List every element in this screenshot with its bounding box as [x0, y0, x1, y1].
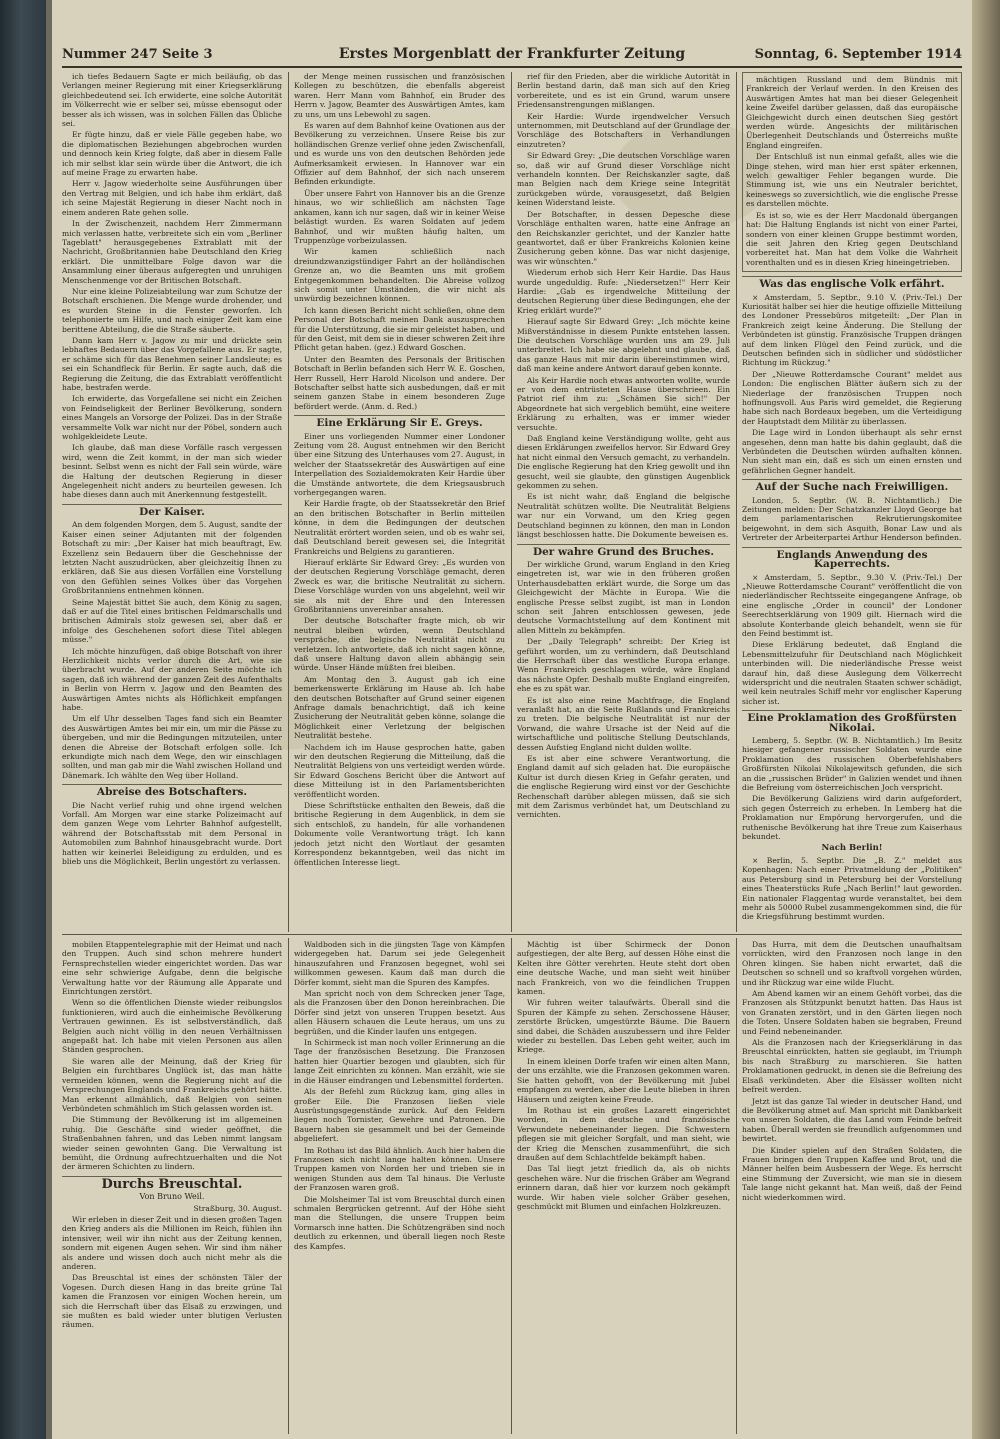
heading-grund: Der wahre Grund des Bruches.: [517, 544, 730, 557]
paragraph: Es ist also eine reine Machtfrage, die England veranlaßt hat, an die Seite Rußlands und Frankreichs zu treten. Die belgische Neutralität ist nur der Vorwand, die wahre Ursache ist der Neid auf die wirtschaftliche und politische Stellung Deutschlands, dessen Aufstieg England nicht dulden wollte.: [517, 695, 730, 752]
paragraph: Wir kamen schließlich nach dreiundzwanzigstündiger Fahrt an der holländischen Grenze an, wo die Beamten uns mit großem Entgegenkommen behandelten. Die Abreise vollzog sich somit unter Umständen, die wir nicht als unwürdig bezeichnen können.: [294, 247, 505, 304]
paragraph: Herr v. Jagow wiederholte seine Ausführungen über den Vertrag mit Belgien, und ich habe ihm erklärt, daß ich seine Majestät Regierung in dieser Nacht noch in einem anderen Rate gehen solle.: [62, 179, 282, 217]
paragraph: Diese Schriftstücke enthalten den Beweis, daß die britische Regierung in dem Augenblick, in dem sie sich entschloß, zu handeln, für alle vorhandenen Dokumente volle Verantwortung trägt. Ich kann jedoch jetzt nicht den Wortlaut der gesamten Korrespondenz bekanntgeben, weil das nicht im öffentlichen Interesse liegt.: [294, 801, 505, 867]
paragraph: Der Entschluß ist nun einmal gefaßt, alles wie die Dinge stehen, wird man hier erst später erkennen, welch gewaltiger Fehler begangen wurde. Die Stimmung ist, wie uns ein Neutraler berichtet, keineswegs so zuversichtlich, wie die englische Presse es darstellen möchte.: [746, 152, 958, 209]
paragraph: Die Kinder spielen auf den Straßen Soldaten, die Frauen bringen den Truppen Kaffee und Brot, und die Männer helfen beim Ausbessern der Wege. Es herrscht eine Stimmung der Zuversicht, wie man sie in diesem Tale lange nicht gekannt hat. Man weiß, daß der Feind nicht wiederkommen wird.: [742, 1145, 962, 1202]
paragraph: Die Lage wird in London überhaupt als sehr ernst angesehen, denn man hatte bis dahin geglaubt, daß die Verbündeten die Deutschen würden aufhalten können. Nun sieht man ein, daß es sich um einen ernsten und gefährlichen Gegner handelt.: [742, 428, 962, 475]
paragraph: Im Rothau ist das Bild ähnlich. Auch hier haben die Franzosen sich nicht lange halten können. Unsere Truppen kamen von Norden her und trieben sie in wenigen Stunden aus dem Tal hinaus. Die Verluste der Franzosen waren groß.: [294, 1145, 505, 1193]
paragraph: London, 5. Septbr. (W. B. Nichtamtlich.) Die Zeitungen melden: Der Schatzkanzler Lloyd George hat dem parlamentarischen Rekrutierungskomitee beigewohnt, in dem sich Asquith, Bonar Law und als Vertreter der Arbeiterpartei Arthur Henderson befinden.: [742, 495, 962, 543]
paragraph: Keir Hardie fragte, ob der Staatssekretär den Brief an den britischen Botschafter in Berlin mitteilen könne, in dem die Bedingungen der deutschen Neutralität erörtert worden seien, und ob es wahr sei, daß Deutschland bereit gewesen sei, die Integrität Frankreichs und Belgiens zu garantieren.: [294, 499, 505, 556]
paragraph: × Amsterdam, 5. Septbr., 9.10 V. (Priv.-Tel.) Der Kuriosität halber sei hier die heutige offizielle Mitteilung des Londoner Pressebüros mitgeteilt: „Der Plan in Frankreich zeigt keine Änderung. Die Stellung der Verbündeten ist günstig. Französische Truppen drängen auf dem linken Flügel den Feind zurück, und die Deutschen befinden sich in südlicher und südöstlicher Richtung im Rückzug.": [742, 292, 962, 368]
column-rule: [511, 938, 512, 1434]
paragraph: Er fügte hinzu, daß er viele Fälle gegeben habe, wo die diplomatischen Beziehungen abgebrochen wurden und dennoch kein Krieg folgte, daß aber in diesem Falle ich mir selbst klar sein würde über die Antwort, die ich auf meine Frage zu erwarten habe.: [62, 130, 282, 178]
paragraph: In einem kleinen Dorfe trafen wir einen alten Mann, der uns erzählte, wie die Franzosen gekommen waren. Sie hatten gehofft, von der Bevölkerung mit Jubel empfangen zu werden, aber die Leute blieben in ihren Häusern und zeigten keine Freude.: [517, 1056, 730, 1104]
paragraph: Nur eine kleine Polizeiabteilung war zum Schutze der Botschaft erschienen. Die Menge wurde drohender, und es wurden Steine in die Fenster geworfen. Ich telephonierte um Hilfe, und nach einiger Zeit kam eine berittene Abteilung, die die Straße säuberte.: [62, 286, 282, 334]
paragraph: Lemberg, 5. Septbr. (W. B. Nichtamtlich.) Im Besitz hiesiger gefangener russischer Soldaten wurde eine Proklamation des russischen Oberbefehlshabers Großfürsten Nikolai Nikolajewitsch gefunden, die sich an die „russischen Brüder" in Galizien wendet und ihnen die Befreiung vom österreichischen Joch verspricht.: [742, 736, 962, 793]
paragraph: rief für den Frieden, aber die wirkliche Autorität in Berlin bestand darin, daß man sich auf den Krieg vorbereitete, und es ist ein Grund, warum unsere Friedensanstrengungen mißlangen.: [517, 72, 730, 110]
paragraph: Die Nacht verlief ruhig und ohne irgend welchen Vorfall. Am Morgen war eine starke Polizeimacht auf dem ganzen Wege vom Lehrter Bahnhof aufgestellt, während der Botschaftsstab mit dem Personal in Automobilen zum Bahnhof hinausgebracht wurde. Dort hatten wir keinerlei Beleidigung zu erdulden, und es blieb uns die Möglichkeit, Berlin ungestört zu verlassen.: [62, 800, 282, 867]
paragraph: Es ist aber eine schwere Verantwortung, die England damit auf sich geladen hat. Die europäische Kultur ist durch diesen Krieg in Gefahr geraten, und die englische Regierung wird einst vor der Geschichte Rechenschaft darüber ablegen müssen, daß sie sich mit dem Zarismus verbündet hat, um Deutschland zu vernichten.: [517, 754, 730, 820]
paragraph: Der deutsche Botschafter fragte mich, ob wir neutral bleiben würden, wenn Deutschland verspräche, die belgische Neutralität nicht zu verletzen. Ich antwortete, daß ich nicht sagen könne, daß unsere Haltung davon allein abhängig sein würde. Unser Hände müßten frei bleiben.: [294, 616, 505, 673]
heading-prokl: Eine Proklamation des Großfürsten Nikolai.: [742, 710, 962, 733]
issue-number: Nummer 247 Seite 3: [62, 47, 213, 62]
column-rule: [288, 938, 289, 1434]
paragraph: Als die Franzosen nach der Kriegserklärung in das Breuschtal einrückten, hatten sie geglaubt, im Triumph bis nach Straßburg zu marschieren. Sie hatten Proklamationen gedruckt, in denen sie die Befreiung des Elsaß verkündeten. Aber die Elsässer wollten nicht befreit werden.: [742, 1038, 962, 1095]
dateline: Straßburg, 30. August.: [193, 1203, 282, 1213]
page-header: [62, 44, 962, 68]
paragraph: × Amsterdam, 5. Septbr., 9.30 V. (Priv.-Tel.) Der „Nieuwe Rotterdamsche Courant" veröffentlicht die von niederländischer Rechtsseite eingegangene Anfrage, ob eine englische „Order in council" der Londoner Seerechtserklärung von 1909 gilt. Hiernach wird die absolute Konterbande gleich behandelt, wenn sie für den Feind bestimmt ist.: [742, 572, 962, 638]
column-4: [742, 72, 962, 930]
paragraph: Das Breuschtal ist eines der schönsten Täler der Vogesen. Durch diesen Hang in das breite grüne Tal kamen die Franzosen vor einigen Wochen herein, um sich die Herrschaft über das Elsaß zu erzwingen, und sie mußten es bald wieder unter blutigen Verlusten räumen.: [62, 1273, 282, 1330]
paragraph: An dem folgenden Morgen, dem 5. August, sandte der Kaiser einen seiner Adjutanten mit der folgenden Botschaft zu mir: „Der Kaiser hat mich beauftragt, Ew. Exzellenz sein Bedauern über die Geschehnisse der letzten Nacht auszudrücken, aber gleichzeitig Ihnen zu erklären, daß Sie aus diesen Vorfällen eine Vorstellung von den Gefühlen seines Volkes über das Vorgehen Großbritanniens entnehmen können.: [62, 520, 282, 596]
section-rule: [62, 934, 962, 935]
feuilleton-column-3: [517, 940, 730, 1434]
heading-kaper: Englands Anwendung des Kaperrechts.: [742, 547, 962, 570]
paragraph: Dann kam Herr v. Jagow zu mir und drückte sein lebhaftes Bedauern über das Vorgefallene aus. Er sagte, er schäme sich für das Benehmen seiner Landsleute; es sei ein Schandfleck für Berlin. Er sagte auch, daß die Regierung die Zeitung, die das Extrablatt veröffentlicht habe, bestrafen werde.: [62, 335, 282, 392]
paragraph: Der „Daily Telegraph" schreibt: Der Krieg ist geführt worden, um zu verhindern, daß Deutschland die Herrschaft über das westliche Europa erlange. Wenn Frankreich geschlagen würde, wäre England das nächste Opfer. Deshalb mußte England eingreifen, ehe es zu spät war.: [517, 637, 730, 694]
heading-kaiser: Der Kaiser.: [62, 504, 282, 517]
paragraph: Die Bevölkerung Galiziens wird darin aufgefordert, sich gegen Österreich zu erheben. In Lemberg hat die Proklamation nur Empörung hervorgerufen, und die ruthenische Bevölkerung hat ihre Treue zum Kaiserhaus bekundet.: [742, 794, 962, 842]
newspaper-name: Erstes Morgenblatt der Frankfurter Zeitung: [338, 46, 686, 62]
paragraph: Es ist so, wie es der Herr Macdonald übergangen hat: Die Haltung Englands ist nicht von einer Partei, sondern von einer kleinen Gruppe bestimmt worden, die seit Jahren den Krieg gegen Deutschland vorbereitet hat. Man hat dem Volke die Wahrheit vorenthalten und es in diesen Krieg hineingetrieben.: [746, 210, 958, 267]
column-1: [62, 72, 282, 930]
paragraph: Unter den Beamten des Personals der Britischen Botschaft in Berlin befanden sich Herr W. E. Goschen, Herr Russell, Herr Harold Nicolson und andere. Der Botschafter selbst hatte sich ausbedungen, daß er mit seinem ganzen Stabe in einem besonderen Zuge befördert werde. (Anm. d. Red.): [294, 354, 505, 411]
page-edge: [972, 0, 1000, 1439]
heading-suche: Auf der Suche nach Freiwilligen.: [742, 479, 962, 492]
paragraph: Der „Nieuwe Rotterdamsche Courant" meldet aus London: Die englischen Blätter äußern sich zu der Niederlage der französischen Truppen noch hoffnungsvoll. Aus Paris wird gemeldet, die Regierung habe sich nach Bordeaux begeben, um die Verteidigung der Hauptstadt dem Militär zu überlassen.: [742, 369, 962, 426]
paragraph: Jetzt ist das ganze Tal wieder in deutscher Hand, und die Bevölkerung atmet auf. Man spricht mit Dankbarkeit von unseren Soldaten, die das Land vom Feinde befreit haben. Überall werden sie freundlich aufgenommen und bewirtet.: [742, 1096, 962, 1144]
paragraph: Sir Edward Grey: „Die deutschen Vorschläge waren so, daß wir auf Grund dieser Vorschläge nicht verhandeln konnten. Der Reichskanzler sagte, daß man Belgien nach dem Kriege seine Integrität zurückgeben würde, vorausgesetzt, daß Belgien keinen Widerstand leiste.: [517, 151, 730, 208]
feuilleton-column-2: [294, 940, 505, 1434]
newspaper-page: [52, 0, 972, 1439]
heading-volk: Was das englische Volk erfährt.: [742, 276, 962, 289]
paragraph: Wiederum erhob sich Herr Keir Hardie. Das Haus wurde ungeduldig. Rufe: „Niedersetzen!" Herr Keir Hardie: „Gab es irgendwelche Mitteilung der deutschen Regierung über diese Bedingungen, ehe der Krieg erklärt wurde?": [517, 268, 730, 315]
paragraph: ich tiefes Bedauern Sagte er mich beiläufig, ob das Verlangen meiner Regierung mit einer Kriegserklärung gleichbedeutend sei. Ich erwiderte, eine solche Autorität im Völkerrecht wie er selber sei, müsse ebensogut oder besser als ich wissen, was in solchen Fällen das Übliche sei.: [62, 72, 282, 129]
paragraph: Sie waren alle der Meinung, daß der Krieg für Belgien ein furchtbares Unglück ist, das man hätte vermeiden können, wenn die Regierung nicht auf die Versprechungen Englands und Frankreichs gehört hätte. Man erkennt allmählich, daß Belgien von seinen Verbündeten schmählich im Stich gelassen worden ist.: [62, 1056, 282, 1113]
column-rule: [511, 72, 512, 932]
paragraph: Der wirkliche Grund, warum England in den Krieg eingetreten ist, war wie in den früheren großen Unterhausdebatten erklärt wurde, die Sorge um das Gleichgewicht der Mächte in Europa. Wie die englische Presse selbst zugibt, ist man in London schon seit Jahren entschlossen gewesen, jede deutsche Vormachtstellung auf dem Kontinent mit allen Mitteln zu bekämpfen.: [517, 559, 730, 635]
column-rule: [736, 72, 737, 932]
paragraph: Wenn so die öffentlichen Dienste wieder reibungslos funktionieren, wird auch die einheimische Bevölkerung Vertrauen gewinnen. Es ist selbstverständlich, daß Belgien auch nicht völlig in den neuen Verhältnissen angepaßt hat. Ich habe mit vielen Personen aus allen Ständen gesprochen.: [62, 998, 282, 1055]
paragraph: Am Abend kamen wir an einem Gehöft vorbei, das die Franzosen als Stützpunkt benutzt hatten. Das Haus ist von Granaten zerstört, und in den Gärten liegen noch die Toten. Unsere Soldaten haben sie begraben, Freund und Feind nebeneinander.: [742, 989, 962, 1036]
column-3: [517, 72, 730, 930]
paragraph: Einer uns vorliegenden Nummer einer Londoner Zeitung vom 28. August entnehmen wir den Bericht über eine Sitzung des Unterhauses vom 27. August, in welcher der Staatssekretär des Auswärtigen auf eine Interpellation des Sozialdemokraten Keir Hardie über die Umstände antwortete, die dem Kriegsausbruch vorhergegangen waren.: [294, 431, 505, 498]
heading-breuschtal: Durchs Breuschtal.: [62, 1176, 282, 1189]
paragraph: der Menge meinen russischen und französischen Kollegen zu beschützen, die ebenfalls abgereist waren. Herr Mann vom Bahnhof, ein Bruder des Herrn v. Jagow, Beamter des Auswärtigen Amtes, kam zu uns, um uns Lebewohl zu sagen.: [294, 72, 505, 119]
feuilleton-column-1: [62, 940, 282, 1434]
paragraph: × Berlin, 5. Septbr. Die „B. Z." meldet aus Kopenhagen: Nach einer Privatmeldung der „Politiken" aus Petersburg sind in Petersburg bei der Vorstellung eines Theaterstücks Rufe „Nach Berlin!" laut geworden. Ein nationaler Flaggentag wurde veranstaltet, bei dem mehr als 50000 Rubel zusammengekommen sind, die für die Kriegsführung bestimmt wurden.: [742, 855, 962, 922]
paragraph: Ich glaube, daß man diese Vorfälle rasch vergessen wird, wenn die Zeit kommt, in der man sich wieder besinnt. Selbst wenn es nicht der Fall sein würde, wäre die Haltung der deutschen Regierung in dieser Angelegenheit nicht anders zu beurteilen gewesen. Ich habe dieses dann auch mit Anerkennung festgestellt.: [62, 443, 282, 500]
paragraph: Als Keir Hardie noch etwas antworten wollte, wurde er von dem entrüsteten Hause überschrieen. Ein Patriot rief ihm zu: „Schämen Sie sich!" Der Abgeordnete hat sich vergeblich bemüht, eine weitere Erklärung zu erhalten, was er immer wieder versuchte.: [517, 375, 730, 432]
paragraph: Über unsere Fahrt von Hannover bis an die Grenze hinaus, wo wir schließlich am nächsten Tage ankamen, kann ich nur sagen, daß wir in keiner Weise belästigt wurden. Es waren Soldaten auf jedem Bahnhof, und wir mußten häufig halten, um Truppenzüge vorbeizulassen.: [294, 188, 505, 245]
paragraph: Hierauf erklärte Sir Edward Grey: „Es wurden von der deutschen Regierung Vorschläge gemacht, deren Zweck es war, die britische Neutralität zu sichern. Diese Vorschläge wurden von uns abgelehnt, weil wir sie als mit der Ehre und den Interessen Großbritanniens unvereinbar ansahen.: [294, 557, 505, 614]
paragraph: Am Montag den 3. August gab ich eine bemerkenswerte Erklärung im Hause ab. Ich habe den deutschen Botschafter auf Grund seiner eigenen Anfrage damals benachrichtigt, daß ich keine Zusicherung der Neutralität geben könne, solange die Möglichkeit einer Verletzung der belgischen Neutralität bestehe.: [294, 674, 505, 741]
paragraph: Die Stimmung der Bevölkerung ist im allgemeinen ruhig. Die Geschäfte sind wieder geöffnet, die Straßenbahnen fahren, und das Leben nimmt langsam wieder seinen gewohnten Gang. Die Verwaltung ist bemüht, die Ordnung aufrechtzuerhalten und die Not der ärmeren Schichten zu lindern.: [62, 1115, 282, 1172]
column-2: [294, 72, 505, 930]
paragraph: Mächtig ist über Schirmeck der Donon aufgestiegen, der alte Berg, auf dessen Höhe einst die Kelten ihre Götter verehrten. Heute steht dort oben eine deutsche Wache, und man sieht weit hinüber nach Frankreich, von wo die feindlichen Truppen kamen.: [517, 940, 730, 997]
heading-grey: Eine Erklärung Sir E. Greys.: [294, 415, 505, 428]
heading-abreise: Abreise des Botschafters.: [62, 784, 282, 797]
paragraph: Hierauf sagte Sir Edward Grey: „Ich möchte keine Mißverständnisse in diesem Punkte entstehen lassen. Die deutschen Vorschläge wurden uns am 29. Juli unterbreitet. Ich habe sie abgelehnt und glaube, daß das ganze Haus mit mir darin übereinstimmen wird, daß man keine andere Antwort darauf geben konnte.: [517, 317, 730, 374]
paragraph: Das Tal liegt jetzt friedlich da, als ob nichts geschehen wäre. Nur die frischen Gräber am Wegrand erinnern daran, daß hier vor kurzem noch gekämpft wurde. Wir haben viele solcher Gräber gesehen, geschmückt mit Blumen und einfachen Holzkreuzen.: [517, 1164, 730, 1211]
paragraph: Wir fuhren weiter talaufwärts. Überall sind die Spuren der Kämpfe zu sehen. Zerschossene Häuser, zerstörte Brücken, umgestürzte Bäume. Die Bauern sind dabei, die Schäden auszubessern und ihre Felder wieder zu bestellen. Das Leben geht weiter, auch im Kriege.: [517, 998, 730, 1055]
column-rule: [288, 72, 289, 932]
paragraph: Im Rothau ist ein großes Lazarett eingerichtet worden, in dem deutsche und französische Verwundete nebeneinander liegen. Die Schwestern pflegen sie mit gleicher Sorgfalt, und man sieht, wie der Krieg die Menschen zusammenführt, die sich draußen auf dem Schlachtfelde bekämpft haben.: [517, 1105, 730, 1162]
paragraph: Als der Befehl zum Rückzug kam, ging alles in großer Eile. Die Franzosen ließen viele Ausrüstungsgegenstände zurück. Auf den Feldern liegen noch Tornister, Gewehre und Patronen. Die Bauern haben sie gesammelt und bei der Gemeinde abgeliefert.: [294, 1087, 505, 1144]
issue-date: Sonntag, 6. September 1914: [754, 47, 962, 62]
paragraph: Ich möchte hinzufügen, daß obige Botschaft von ihrer Herzlichkeit nichts verlor durch die Art, wie sie überbracht wurde. Auf der anderen Seite möchte ich sagen, daß ich während der ganzen Zeit des Aufenthalts in Berlin von Herrn v. Jagow und den Beamten des Auswärtigen Amtes nichts als Höflichkeit empfangen habe.: [62, 646, 282, 712]
paragraph: Diese Erklärung bedeutet, daß England die Lebensmittelzufuhr für Deutschland nach Möglichkeit unterbinden will. Die niederländische Presse weist darauf hin, daß diese Auslegung dem Völkerrecht widerspricht und die neutralen Staaten schwer schädigt, weil kein neutrales Schiff mehr vor englischer Kaperung sicher ist.: [742, 640, 962, 706]
paragraph: Seine Majestät bittet Sie auch, dem König zu sagen, daß er auf die Titel eines britischen Feldmarschalls und britischen Admirals stolz gewesen sei, aber daß er infolge des Geschehenen sofort diese Titel ablegen müsse.": [62, 597, 282, 645]
feuilleton-column-4: [742, 940, 962, 1434]
paragraph: Ich erwiderte, das Vorgefallene sei nicht ein Zeichen von Feindseligkeit der Berliner Bevölkerung, sondern eines Mangels an Vorsorge der Polizei. Das in der Straße versammelte Volk war nicht nur der Pöbel, sondern auch wohlgekleidete Leute.: [62, 394, 282, 442]
author-byline: Von Bruno Weil.: [139, 1192, 205, 1202]
paragraph: Der Botschafter, in dessen Depesche diese Vorschläge enthalten waren, hatte eine Anfrage an den Reichskanzler gerichtet, und der Kanzler hatte geantwortet, daß er über Frankreichs Kolonien keine Zusicherung geben könne. Das war nicht dasjenige, was wir wünschten.": [517, 209, 730, 266]
paragraph: mächtigen Russland und dem Bündnis mit Frankreich der Verlauf werden. In den Kreisen des Auswärtigen Amtes hat man bei dieser Gelegenheit keine Zweifel darüber gelassen, daß das europäische Gleichgewicht durch einen deutschen Sieg gestört werden würde. Angesichts der militärischen Überlegenheit Deutschlands und Österreichs mußte England eingreifen.: [746, 75, 958, 150]
paragraph: In Schirmeck ist man noch voller Erinnerung an die Tage der französischen Besetzung. Die Franzosen hatten hier Quartier bezogen und glaubten, sich für lange Zeit einrichten zu können. Man erzählt, wie sie in die Häuser eindrangen und Lebensmittel forderten.: [294, 1038, 505, 1085]
paragraph: mobilen Etappentelegraphie mit der Heimat und nach den Truppen. Auch sind schon mehrere hundert Fernsprechstellen wieder eingerichtet worden. Das war eine sehr schwierige Aufgabe, denn die belgische Verwaltung hatte vor der Räumung alle Apparate und Einrichtungen zerstört.: [62, 940, 282, 997]
column-rule: [736, 938, 737, 1434]
paragraph: Es waren auf dem Bahnhof keine Ovationen aus der Bevölkerung zu verzeichnen. Unsere Reise bis zur holländischen Grenze verlief ohne jeden Zwischenfall, und es wurde uns von den deutschen Behörden jede Aufmerksamkeit erwiesen. In Hannover war ein Offizier auf dem Bahnhof, der sich nach unserem Befinden erkundigte.: [294, 121, 505, 187]
heading-berlin: Nach Berlin!: [821, 843, 883, 854]
paragraph: Daß England keine Verständigung wollte, geht aus diesen Erklärungen zweifellos hervor. Sir Edward Grey hat nicht einmal den Versuch gemacht, zu verhandeln. Die englische Regierung hat den Krieg gewollt und ihn gesucht, weil sie glaubte, den günstigen Augenblick gekommen zu sehen.: [517, 434, 730, 491]
paragraph: Um elf Uhr desselben Tages fand sich ein Beamter des Auswärtigen Amtes bei mir ein, um mir die Pässe zu übergeben, und mir die Bedingungen mitzuteilen, unter denen die Abreise der Botschaft erfolgen solle. Ich erkundigte mich nach dem Wege, den wir einschlagen sollten, und man gab mir die Wahl zwischen Holland und Dänemark. Ich wählte den Weg über Holland.: [62, 714, 282, 780]
paragraph: In der Zwischenzeit, nachdem Herr Zimmermann mich verlassen hatte, verbreitete sich ein vom „Berliner Tageblatt" herausgegebenes Extrablatt mit der Nachricht, Großbritannien habe Deutschland den Krieg erklärt. Die unmittelbare Folge davon war die Ansammlung einer überaus aufgeregten und unruhigen Menschenmenge vor der Britischen Botschaft.: [62, 219, 282, 285]
paragraph: Man spricht noch von dem Schrecken jener Tage, als die Franzosen über den Donon hereinbrachen. Die Dörfer sind jetzt von unseren Truppen besetzt. Aus allen Häusern schauen die Leute heraus, um uns zu begrüßen, und die Kinder laufen uns entgegen.: [294, 989, 505, 1036]
paragraph: Die Molsheimer Tal ist vom Breuschtal durch einen schmalen Bergrücken getrennt. Auf der Höhe sieht man die Stellungen, die unsere Truppen beim Vormarsch inne hatten. Die Schützengräben sind noch deutlich zu erkennen, und überall liegen noch Reste des Kampfes.: [294, 1194, 505, 1251]
paragraph: Keir Hardie: Wurde irgendwelcher Versuch unternommen, mit Deutschland auf der Grundlage der Vorschläge des Botschafters in Verhandlungen einzutreten?: [517, 111, 730, 149]
book-binding: [0, 0, 52, 1439]
paragraph: Es ist nicht wahr, daß England die belgische Neutralität schützen wollte. Die Neutralität Belgiens war nur ein Vorwand, um den Krieg gegen Deutschland beginnen zu können, den man in London längst beschlossen hatte. Die Dokumente beweisen es.: [517, 492, 730, 540]
paragraph: Ich kann diesen Bericht nicht schließen, ohne dem Personal der Botschaft meinen Dank auszusprechen für die Unterstützung, die sie mir geleistet haben, und für den Geist, mit dem sie in dieser schweren Zeit ihre Pflicht getan haben. (gez.) Edward Goschen.: [294, 305, 505, 353]
paragraph: Wir erleben in dieser Zeit und in diesen großen Tagen den Krieg anders als die Millionen im Reich, fühlen ihn intensiver, weil wir ihn nicht aus der Zeitung kennen, sondern mit eigenen Augen sehen. Wir sind ihm näher als andere und wissen doch auch nicht mehr als die anderen.: [62, 1214, 282, 1271]
paragraph: Das Hurra, mit dem die Deutschen unaufhaltsam vorrückten, wird den Franzosen noch lange in den Ohren klingen. Sie haben nicht erwartet, daß die Deutschen so schnell und so kraftvoll vorgehen würden, und ihr Rückzug war eine wilde Flucht.: [742, 940, 962, 987]
paragraph: Nachdem ich im Hause gesprochen hatte, gaben wir den deutschen Regierung die Mitteilung, daß die Neutralität Belgiens von uns verteidigt werden würde. Sir Edward Goschens Bericht über die Antwort auf diese Mitteilung ist in den Parlamentsberichten veröffentlicht worden.: [294, 742, 505, 799]
paragraph: Waldboden sich in die jüngsten Tage von Kämpfen widergegeben hat. Darum sei jede Gelegenheit hinauszufahren und Franzosen begegnet, wohl sei willkommen gewesen. Kaum daß man durch die Dörfer kommt, sieht man die Spuren des Kampfes.: [294, 940, 505, 987]
